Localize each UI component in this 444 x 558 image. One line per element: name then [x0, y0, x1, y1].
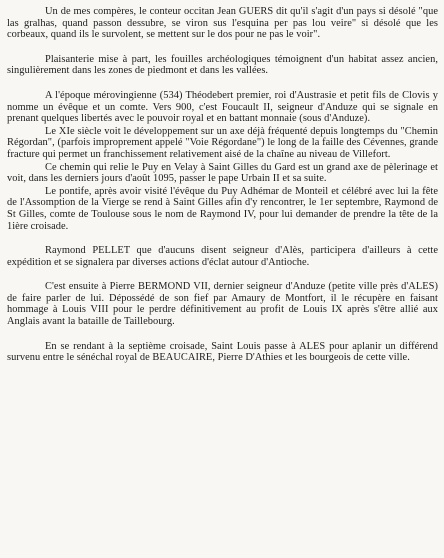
paragraph-regordan: Le XIe siècle voit le développement sur un axe déjà fréquenté depuis longtemps du "Chemin Régordan", (parfois improprement appelé "Voie Régordane") le long de la faille des Cévennes, grande fracture qui permet un franchissement relativement aisé de la chaîne au niveau de Villefort.	[7, 125, 438, 160]
paragraph-pontiff: Le pontife, après avoir visité l'évêque du Puy Adhémar de Monteil et célébré avec lui la fête de l'Assomption de la Vierge se rend à Saint Gilles afin d'y rencontrer, le 1er septembre, Raymond de St Gilles, comte de Toulouse sous le nom de Raymond IV, pour lui demander de prendre la tête de la 1ière croisade.	[7, 185, 438, 232]
paragraph-saint-louis: En se rendant à la septième croisade, Saint Louis passe à ALES pour aplanir un différend survenu entre le sénéchal royal de BEAUCAIRE, Pierre D'Athies et les bourgeois de cette ville.	[7, 340, 438, 364]
paragraph-bermond: C'est ensuite à Pierre BERMOND VII, dernier seigneur d'Anduze (petite ville près d'ALES) de faire parler de lui. Dépossédé de son fief par Amaury de Montfort, il le récupère en faisant hommage à Louis VIII pour le perdre définitivement au profit de Louis IX après s'être allié aux Anglais avant la bataille de Taillebourg.	[7, 281, 438, 328]
paragraph-archaeology: Plaisanterie mise à part, les fouilles archéologiques témoignent d'un habitat assez ancien, singulièrement dans les zones de piedmont et dans les vallées.	[7, 53, 438, 77]
paragraph-merovingian: A l'époque mérovingienne (534) Théodebert premier, roi d'Austrasie et petit fils de Clovis y nomme un évêque et un comte. Vers 900, c'est Foucault II, seigneur d'Anduze qui se signale en prenant quelques libertés avec le pouvoir royal et en battant monnaie (sous d'Anduze).	[7, 89, 438, 125]
paragraph-puy-en-velay: Ce chemin qui relie le Puy en Velay à Saint Gilles du Gard est un grand axe de pèlerinage et voit, dans les derniers jours d'août 1095, passer le pape Urbain II et sa suite.	[7, 161, 438, 185]
paragraph-raymond-pellet: Raymond PELLET que d'aucuns disent seigneur d'Alès, participera d'ailleurs à cette expédition et se signalera par diverses actions d'éclat autour d'Antioche.	[7, 245, 438, 268]
paragraph-guers: Un de mes compères, le conteur occitan Jean GUERS dit qu'il s'agit d'un pays si désolé "que las gralhas, quand passon dessubre, se viron sus l'esquina per pas lou veire" si désolé que les corbeaux, quand ils le survolent, se mettent sur le dos pour ne pas le voir".	[7, 6, 438, 41]
